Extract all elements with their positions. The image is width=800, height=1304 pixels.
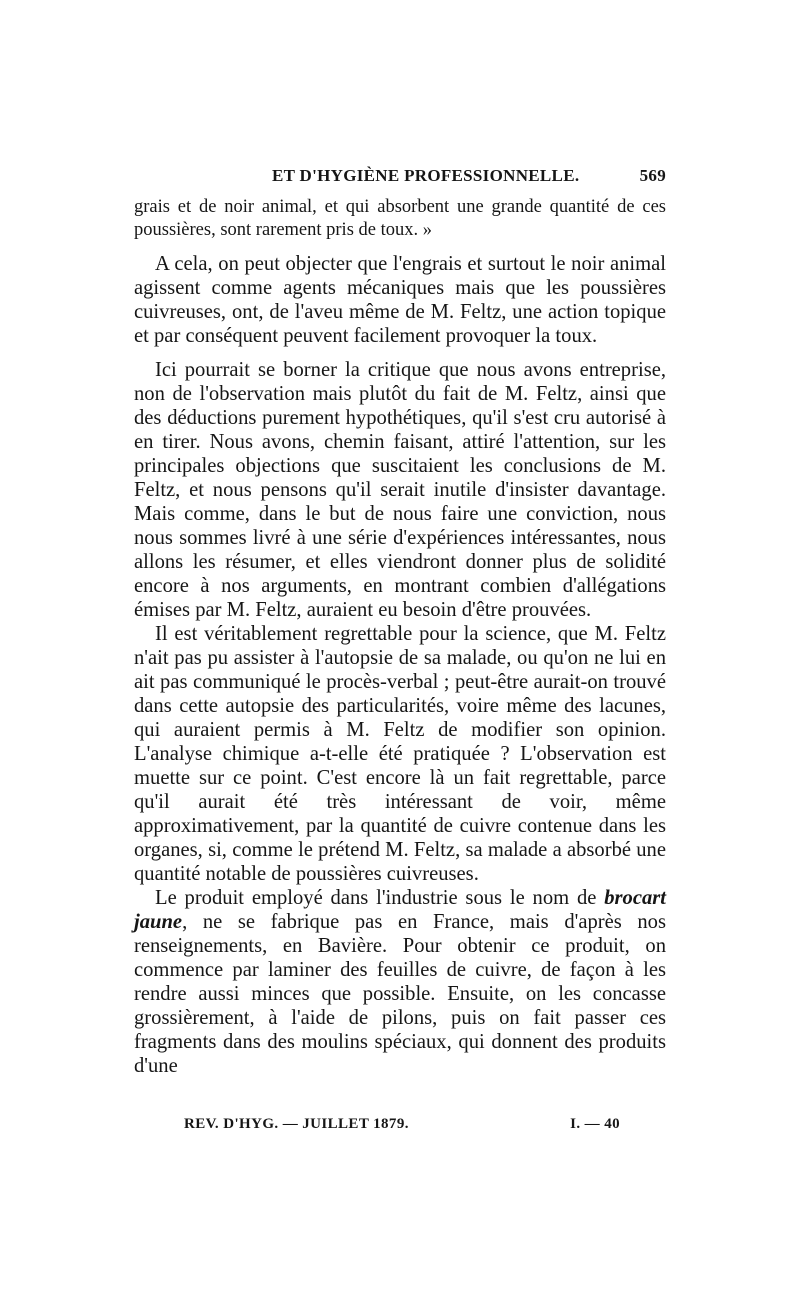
brocart-text-before: Le produit employé dans l'industrie sous le nom de <box>155 887 605 909</box>
page-footer <box>184 1116 620 1136</box>
paragraph-continuation: grais et de noir animal, et qui absorbent une grande quantité de ces poussières, sont rarement pris de toux. » <box>134 197 666 240</box>
page-number: 569 <box>639 166 666 185</box>
paragraph-objection: A cela, on peut objecter que l'engrais et surtout le noir animal agissent comme agents mécaniques mais que les poussières cuivreuses, ont, de l'aveu même de M. Feltz, une action topique et par conséquent peuvent facilement provoquer la toux. <box>134 253 666 347</box>
paragraph-brocart <box>134 886 666 1078</box>
brocart-term: brocart jaune <box>134 887 666 933</box>
paragraph-critique: Ici pourrait se borner la critique que nous avons entreprise, non de l'observation mais plutôt du fait de M. Feltz, ainsi que des déductions purement hypothétiques, qu'il s'est cru autorisé à en tirer. Nous avons, chemin faisant, attiré l'attention, sur les principales objections que suscitaient les conclusions de M. Feltz, et nous pensons qu'il serait inutile d'insister davantage. Mais comme, dans le but de nous faire une conviction, nous nous sommes livré à une série d'expériences intéressantes, nous allons les résumer, et elles viendront donner plus de solidité encore à nos arguments, en montrant combien d'allégations émises par M. Feltz, auraient eu besoin d'être prouvées. <box>134 359 666 621</box>
paragraph-autopsy: Il est véritablement regrettable pour la science, que M. Feltz n'ait pas pu assister à l'autopsie de sa malade, ou qu'on ne lui en ait pas communiqué le procès-verbal ; peut-être aurait-on trouvé dans cette autopsie des particularités, voire même des lacunes, qui auraient permis à M. Feltz de modifier son opinion. L'analyse chimique a-t-elle été pratiquée ? L'observation est muette sur ce point. C'est encore là un fait regrettable, parce qu'il aurait été très intéressant de voir, même approximativement, par la quantité de cuivre contenue dans les organes, si, comme le prétend M. Feltz, sa malade a absorbé une quantité notable de poussières cuivreuses. <box>134 623 666 885</box>
sheet-signature: I. — 40 <box>570 1116 620 1132</box>
running-head <box>134 166 666 188</box>
body-text <box>134 196 666 1078</box>
running-title: ET D'HYGIÈNE PROFESSIONNELLE. <box>272 166 580 185</box>
journal-signature: REV. D'HYG. — JUILLET 1879. <box>184 1116 409 1132</box>
brocart-text-after: , ne se fabrique pas en France, mais d'après nos renseignements, en Bavière. Pour obtenir ce produit, on commence par laminer des feuilles de cuivre, de façon à les rendre aussi minces que possible. Ensuite, on les concasse grossièrement, à l'aide de pilons, puis on fait passer ces fragments dans des moulins spéciaux, qui donnent des produits d'une <box>134 911 666 1077</box>
